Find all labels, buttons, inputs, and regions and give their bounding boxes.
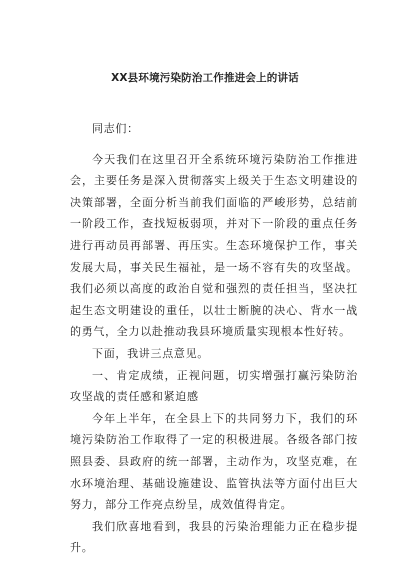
section-heading-1: 一、肯定成绩，正视问题，切实增强打赢污染防治攻坚战的责任感和紧迫感	[70, 368, 358, 404]
paragraph-intro: 今天我们在这里召开全系统环境污染防治工作推进会，主要任务是深入贯彻落实上级关于生态文明建设的决策部署，全面分析当前我们面临的严峻形势，总结前一阶段工作，查找短板弱项，并对下一阶段的重点任务进行再动员再部署、再压实。生态环境保护工作，事关发展大局，事关民生福祉，是一场不容有失的攻坚战。我们必须以高度的政治自觉和强烈的责任担当，坚决扛起生态文明建设的重任，以壮士断腕的决心、背水一战的勇气，全力以赴推动我县环境质量实现根本性好转。	[70, 152, 358, 339]
document-body	[70, 118, 358, 559]
document-title: XX县环境污染防治工作推进会上的讲话	[111, 72, 299, 84]
paragraph-outline: 下面，我讲三点意见。	[92, 346, 209, 360]
paragraph-capability: 我们欣喜地看到，我县的污染治理能力正在稳步提升。	[70, 519, 358, 555]
paragraph-progress: 今年上半年，在全县上下的共同努力下，我们的环境污染防治工作取得了一定的积极进展。各级各部门按照县委、县政府的统一部署，主动作为，攻坚克难，在水环境治理、基础设施建设、监管执法等方面付出巨大努力，部分工作亮点纷呈，成效值得肯定。	[70, 411, 358, 512]
salutation: 同志们：	[92, 122, 139, 135]
